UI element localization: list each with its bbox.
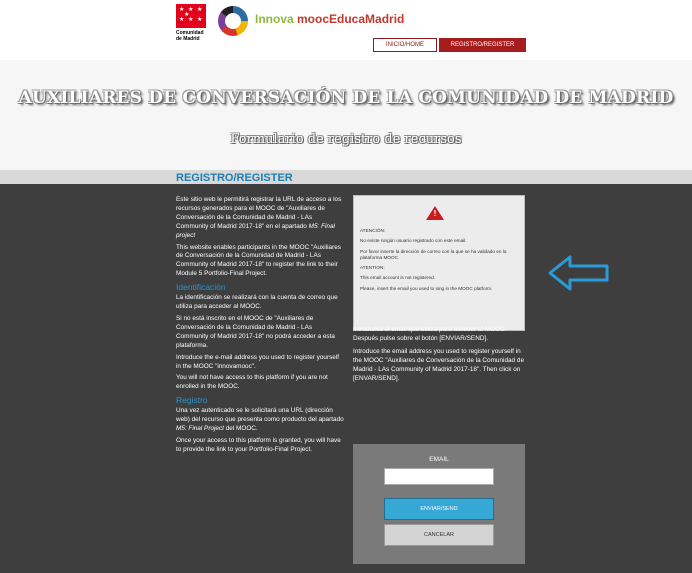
info-column [176,196,344,458]
main-content [0,170,692,573]
cm-logo-text: Comunidad de Madrid [176,30,204,42]
alert-msg-en-1: This email account is not registered. [360,275,436,281]
brand-innova: Innova [255,12,298,26]
alert-atencion: ATENCIÓN: [360,228,386,233]
alert-msg-es-2: Por favor inserte la dirección de correo con la que se ha validado en la plataforma MOOC. [360,248,507,260]
nav-register-button[interactable]: REGISTRO/REGISTER [439,38,526,52]
innova-brand-name[interactable] [255,12,404,26]
page-subtitle: Formulario de registro de recursos [230,132,462,147]
arrow-left-icon [548,254,610,292]
registro-p1-text: Una vez autenticado se le solicitará una URL (dirección web) del recurso que presenta como producto del apartado [176,407,344,424]
section-heading: REGISTRO/REGISTER [176,172,293,184]
comunidad-madrid-logo[interactable] [176,4,206,44]
registro-paragraph-1 [176,407,344,434]
instructions-es: Introduzca el email que utiliza para acceder al MOOC. Después pulse sobre el botón [ENVIAR/SEND]. [353,326,507,342]
brand-mooc: moocEducaMadrid [297,12,405,26]
intro-es [176,196,344,241]
alert-msg-es-1: No existe ningún usuario registrado con este email. [360,238,467,244]
innova-circle-logo-icon[interactable] [218,6,248,36]
alert-msg-en-2: Please, insert the email you used to sing in the MOOC platform. [360,285,493,291]
instructions-en: Introduce the email address you used to register yourself in the MOOC "Auxiliares de Conversación de la Comunidad de Madrid - LAs Community of Madrid 2017-18". Then click on [ENVAR/SEND]. [353,347,524,382]
ident-paragraph-1: La identificación se realizará con la cuenta de correo que utiliza para acceder al MOOC. [176,294,338,311]
intro-es-text: Este sitio web le permitirá registrar la URL de acceso a los recursos generados para el MOOC de "Auxiliares de Conversación de la Comunidad de Madrid - LAs Community of Madrid 2017-18" en el apartado [176,196,342,230]
ident-paragraph-4: You will not have access to this platform if you are not enrolled in the MOOC. [176,374,328,391]
instructions [353,326,525,387]
warning-mark: ! [433,209,437,218]
error-alert [353,195,525,331]
nav-home-button[interactable]: INICIO/HOME [373,38,437,52]
madrid-flag-icon: ★ ★ ★ ★ ★ ★ ★ [176,4,206,28]
intro-en: This website enables participants in the MOOC "Auxiliares de Conversación de la Comunidad de Madrid - LAs Community of Madrid 2017-18" to register the link to their Module 5 Portfolio-Final Project. [176,243,341,278]
registro-heading: Registro [176,395,208,406]
ident-paragraph-3: Introduce the e-mail address you used to register yourself in the MOOC "innovamooc". [176,353,340,370]
ident-paragraph-2: Si no está inscrito en el MOOC de "Auxiliares de Conversación de la Comunidad de Madrid - LAs Community of Madrid 2017-18" no podrá acceder a esta plataforma. [176,314,335,349]
registro-p1-emphasis: M5: Final Project [176,425,224,433]
email-field[interactable] [384,468,494,485]
page-title: AUXILIARES DE CONVERSACIÓN DE LA COMUNIDAD DE MADRID [18,88,674,108]
intro-es-emphasis: M5: Final project [176,222,335,239]
alert-attention: ATENTION: [360,265,385,271]
site-header [0,0,692,60]
cancel-button[interactable]: CANCELAR [384,524,494,546]
registro-paragraph-2: Once your access to this platform is granted, you will have to provide the link to your Portfolio-Final Project. [176,436,341,453]
identificacion-heading: Identificación [176,282,226,293]
email-form [353,444,525,564]
registro-p1-tail: del MOOC. [223,425,258,433]
send-button[interactable]: ENVIAR/SEND [384,498,494,520]
alert-message [360,228,520,296]
hero-banner [0,60,692,170]
heading-strip [0,170,692,184]
email-label: EMAIL [429,456,449,463]
